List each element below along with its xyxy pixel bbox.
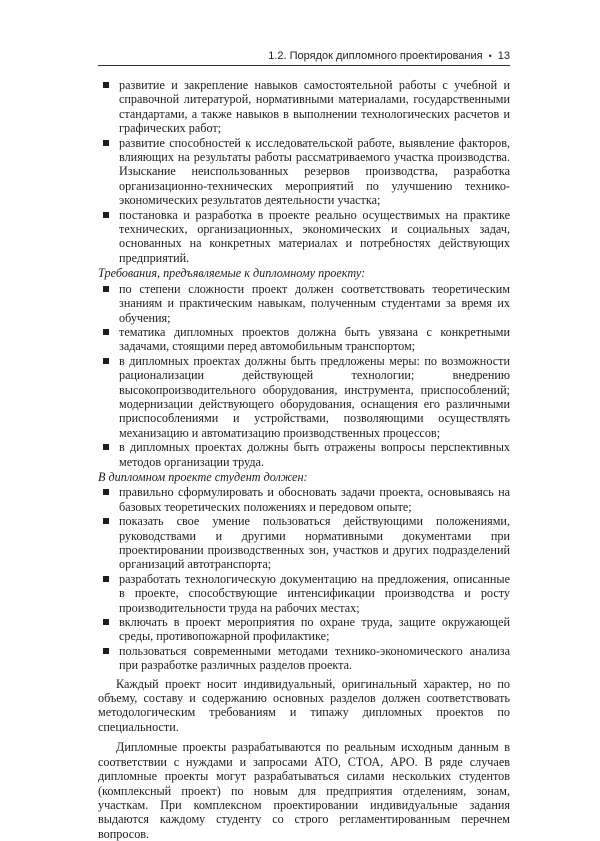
list-item: развитие способностей к исследовательской работе, выявление факторов, влияющих на результаты работы рассматриваемого участка производства. Изыскание неиспользованных резервов производства, разработка организационно-технических мероприятий по улучшению технико-экономических результатов деятельности участка; — [98, 136, 510, 208]
page-body — [98, 78, 510, 841]
header-separator: • — [488, 51, 492, 61]
body-paragraph: Каждый проект носит индивидуальный, оригинальный характер, но по объему, составу и содержанию основных разделов должен соответствовать методологическим требованиям и типажу дипломных проектов по специальности. — [98, 676, 510, 734]
page-number: 13 — [497, 50, 510, 62]
student-duties-heading: В дипломном проекте студент должен: — [98, 469, 308, 484]
list-item: включать в проект мероприятия по охране труда, защите окружающей среды, противопожарной профилактике; — [98, 615, 510, 644]
student-duties-list — [98, 485, 510, 672]
section-title: 1.2. Порядок дипломного проектирования — [268, 50, 483, 62]
list-item: тематика дипломных проектов должна быть увязана с конкретными задачами, стоящими перед автомобильным транспортом; — [98, 325, 510, 354]
list-item: показать свое умение пользоваться действующими положениями, руководствами и другими нормативными документами при проектировании производственных зон, участков и других подразделений организаций автотранспорта; — [98, 514, 510, 572]
list-item: в дипломных проектах должны быть предложены меры: по возможности рационализации действующей технологии; внедрению высокопроизводительного оборудования, инструмента, приспособлений; модернизации действующего оборудования, оснащения его различными приспособлениями и устройствами, позволяющими осуществлять механизацию и автоматизацию производственных процессов; — [98, 354, 510, 440]
body-paragraph: Дипломные проекты разрабатываются по реальным исходным данным в соответствии с нуждами и запросами АТО, СТОА, АРО. В ряде случаев дипломные проекты могут разрабатываться силами нескольких студентов (комплексный проект) по новым для предприятия отделениям, зонам, участкам. При комплексном проектировании индивидуальные задания выдаются каждому студенту со строго регламентированным перечнем вопросов. — [98, 740, 510, 841]
running-header — [98, 50, 510, 66]
list-item: разработать технологическую документацию на предложения, описанные в проекте, способствующие интенсификации производства и росту производительности труда на рабочих местах; — [98, 572, 510, 615]
list-item: развитие и закрепление навыков самостоятельной работы с учебной и справочной литературой, нормативными материалами, государственными стандартами, а также навыков в выполнении технологических расчетов и графических работ; — [98, 78, 510, 136]
list-item: по степени сложности проект должен соответствовать теоретическим знаниям и практическим навыкам, полученным студентами за время их обучения; — [98, 282, 510, 325]
goals-list — [98, 78, 510, 265]
list-item: в дипломных проектах должны быть отражены вопросы перспективных методов организации труда. — [98, 440, 510, 469]
requirements-list — [98, 282, 510, 469]
list-item: правильно сформулировать и обосновать задачи проекта, основываясь на базовых теоретических положениях и передовом опыте; — [98, 485, 510, 514]
list-item: пользоваться современными методами технико-экономического анализа при разработке различных разделов проекта. — [98, 644, 510, 673]
list-item: постановка и разработка в проекте реально осуществимых на практике технических, организационных, экономических и социальных задач, основанных на конкретных материалах и потребностях действующих предприятий. — [98, 208, 510, 266]
requirements-heading: Требования, предъявляемые к дипломному проекту: — [98, 266, 366, 281]
